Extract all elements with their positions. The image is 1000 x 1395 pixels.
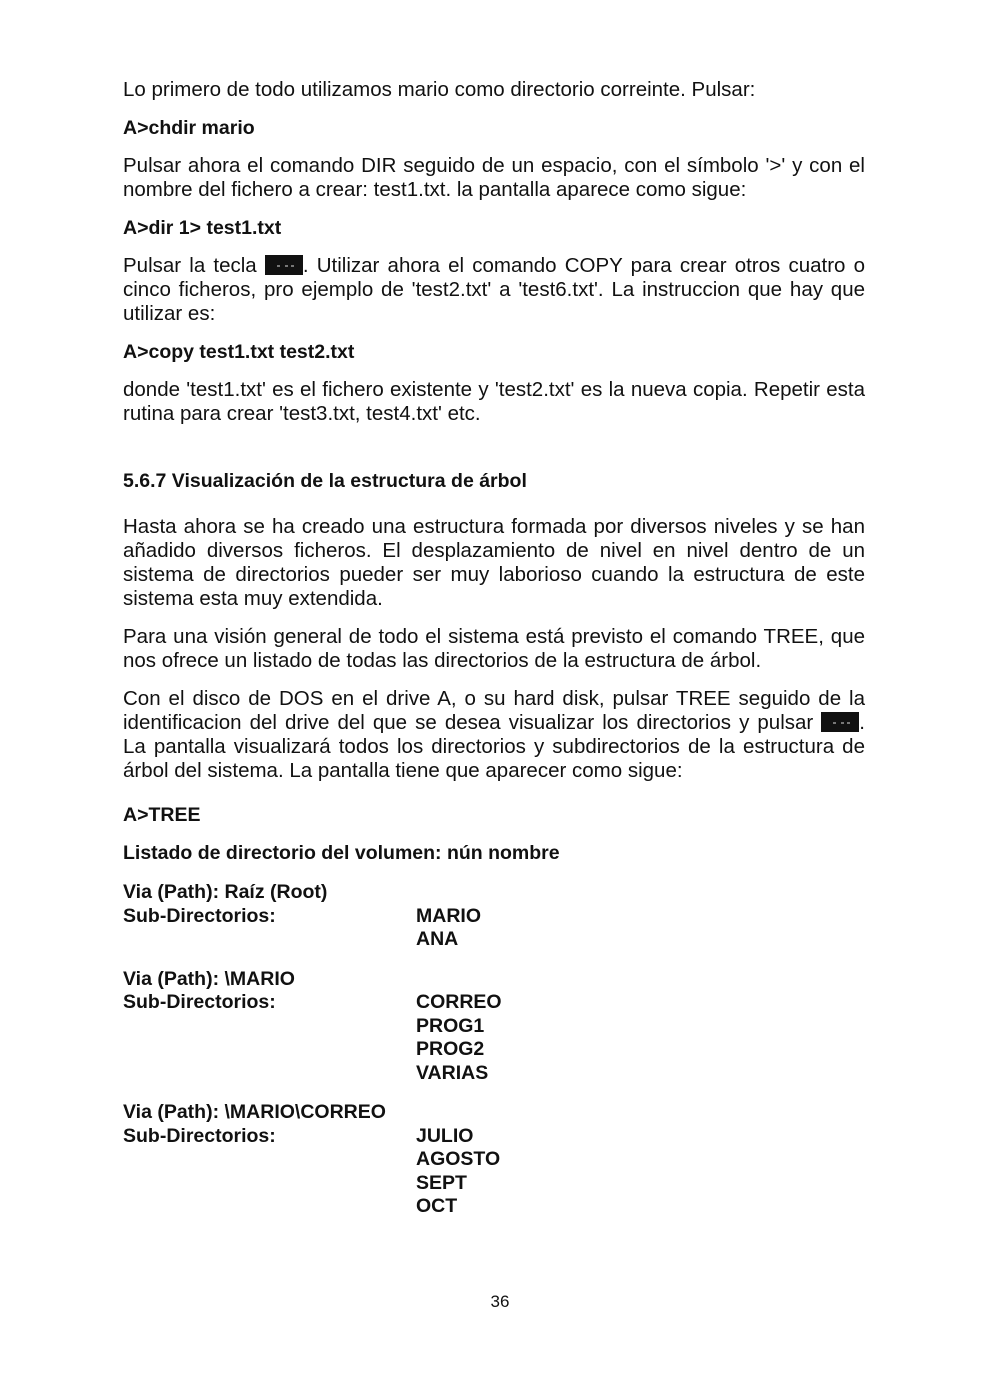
tree-subdir-item: ANA	[416, 928, 459, 950]
tree-subdir-label: Sub-Directorios:	[123, 904, 276, 927]
tree-subdir-label: Sub-Directorios:	[123, 991, 276, 1013]
paragraph-copy-end: . Utilizar ahora el comando COPY para crear otros cuatro o cinco ficheros, pro ejemplo de 'test2.txt' a 'test6.txt'. La instruccion que hay que utilizar es:	[123, 254, 865, 325]
paragraph-tree-usage	[123, 687, 865, 783]
paragraph-tree-usage-end: . La pantalla visualizará todos los directorios y subdirectorios de la estructura de árbol del sistema. La pantalla tiene que aparecer como sigue:	[123, 711, 865, 782]
command-copy: A>copy test1.txt test2.txt	[123, 341, 355, 363]
paragraph-repeat: donde 'test1.txt' es el fichero existente y 'test2.txt' es la nueva copia. Repetir esta rutina para crear 'test3.txt, test4.txt' etc.	[123, 378, 865, 425]
tree-subdir-item: PROG1	[416, 1014, 485, 1037]
tree-path-label: Via (Path): Raíz (Root)	[123, 881, 328, 903]
tree-subdir-label: Sub-Directorios:	[123, 1124, 276, 1147]
tree-subdir-item: AGOSTO	[416, 1148, 501, 1170]
tree-subdir-item: VARIAS	[416, 1061, 489, 1084]
tree-subdir-row	[123, 991, 865, 1015]
tree-subdir-item: MARIO	[416, 904, 481, 927]
command-dir: A>dir 1> test1.txt	[123, 217, 282, 239]
tree-subdir-row	[123, 1148, 865, 1172]
tree-path-label: Via (Path): \MARIO\CORREO	[123, 1101, 386, 1123]
tree-group-correo	[123, 1101, 865, 1219]
tree-group-mario	[123, 968, 865, 1086]
document-page	[123, 78, 865, 1219]
tree-subdir-row	[123, 928, 865, 952]
command-chdir: A>chdir mario	[123, 117, 255, 139]
paragraph-copy-start: Pulsar la tecla	[123, 254, 257, 277]
enter-key-icon	[821, 712, 859, 732]
paragraph-intro: Lo primero de todo utilizamos mario como directorio correinte. Pulsar:	[123, 78, 756, 101]
tree-subdir-row	[123, 1125, 865, 1149]
paragraph-copy	[123, 254, 865, 326]
paragraph-structure: Hasta ahora se ha creado una estructura formada por diversos niveles y se han añadido diversos ficheros. El desplazamiento de nivel en nivel dentro de un sistema de directorios pueder ser muy laborioso cuando la estructura de este sistema esta muy extendida.	[123, 515, 865, 610]
tree-path-label: Via (Path): \MARIO	[123, 967, 295, 990]
paragraph-dir: Pulsar ahora el comando DIR seguido de un espacio, con el símbolo '>' y con el nombre del fichero a crear: test1.txt. la pantalla aparece como sigue:	[123, 154, 865, 201]
tree-subdir-row	[123, 1195, 865, 1219]
tree-subdir-row	[123, 1015, 865, 1039]
listing-title: Listado de directorio del volumen: nún nombre	[123, 842, 560, 864]
tree-subdir-row	[123, 905, 865, 929]
tree-subdir-row	[123, 1172, 865, 1196]
tree-subdir-item: JULIO	[416, 1124, 474, 1147]
tree-group-root	[123, 881, 865, 952]
page-number: 36	[490, 1292, 510, 1311]
enter-key-icon	[265, 255, 303, 275]
tree-path-row	[123, 968, 865, 992]
section-heading: 5.6.7 Visualización de la estructura de árbol	[123, 470, 527, 492]
tree-subdir-row	[123, 1062, 865, 1086]
tree-subdir-item: PROG2	[416, 1038, 485, 1060]
command-tree: A>TREE	[123, 804, 201, 826]
tree-subdir-item: SEPT	[416, 1171, 467, 1194]
tree-subdir-item: CORREO	[416, 991, 502, 1013]
tree-subdir-item: OCT	[416, 1195, 458, 1217]
tree-path-row	[123, 881, 865, 905]
paragraph-tree-command: Para una visión general de todo el sistema está previsto el comando TREE, que nos ofrece un listado de todas las directorios de la estructura de árbol.	[123, 625, 865, 672]
tree-path-row	[123, 1101, 865, 1125]
tree-subdir-row	[123, 1038, 865, 1062]
paragraph-tree-usage-start: Con el disco de DOS en el drive A, o su hard disk, pulsar TREE seguido de la identificacion del drive del que se desea visualizar los directorios y pulsar	[123, 687, 865, 734]
